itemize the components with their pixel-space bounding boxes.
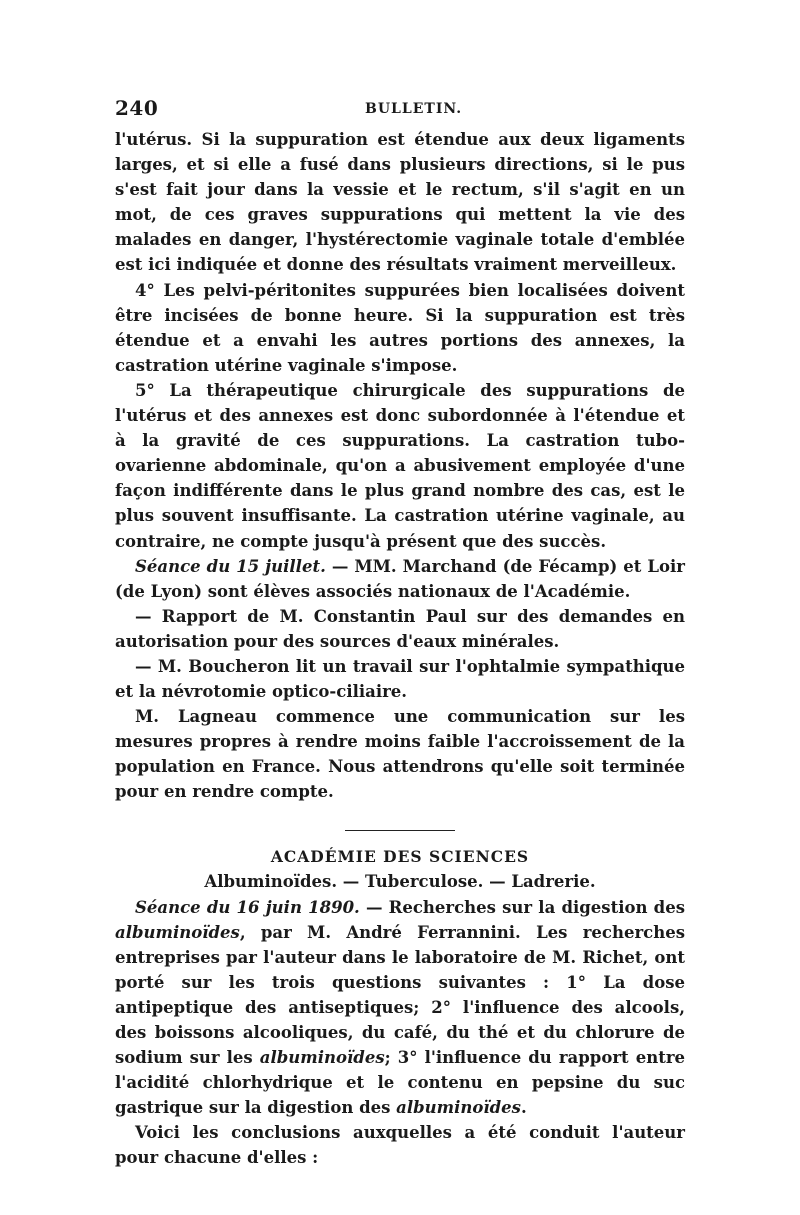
running-head: BULLETIN. bbox=[365, 101, 463, 117]
paragraph-point-5: 5° La thérapeutique chirurgicale des suppurations de l'utérus et des annexes est donc subordonnée à l'étendue et à la gravité de ces suppurations. La castration tubo-ovarienne abdominale, qu'on a abusivement employée d'une façon indifférente dans le plus grand nombre des cas, est le plus souvent insuffisante. La castration utérine vaginale, au contraire, ne compte jusqu'à présent que des succès. bbox=[115, 380, 685, 551]
section-subtitle: Albuminoïdes. — Tuberculose. — Ladrerie. bbox=[204, 871, 596, 891]
section-divider bbox=[345, 830, 455, 831]
paragraph-seance-juin bbox=[115, 895, 685, 1121]
seance-date-juin: Séance du 16 juin 1890. bbox=[135, 897, 360, 917]
seance-juin-text-c: ; 3° l'influence du rapport entre l'acidité chlorhydrique et le contenu en pepsine du suc gastrique sur la digestion des bbox=[115, 1048, 686, 1118]
page-header bbox=[115, 96, 685, 126]
albuminoides-italic: albuminoïdes bbox=[259, 1048, 385, 1068]
paragraph-point-4: 4° Les pelvi-péritonites suppurées bien localisées doivent être incisées de bonne heure. Si la suppuration est très étendue et a envahi les autres portions des annexes, la castration utérine vaginale s'impose. bbox=[115, 280, 685, 375]
albuminoides-italic: albuminoïdes bbox=[115, 922, 240, 942]
seance-juin-text-d: . bbox=[520, 1098, 527, 1118]
seance-date: Séance du 15 juillet. bbox=[135, 556, 326, 576]
seance-juin-text-b: , par M. André Ferrannini. Les recherches entreprises par l'auteur dans le laboratoire de M. Richet, ont porté sur les trois questions suivantes : 1° La dose antipeptique des antiseptiques; 2° l'influence des alcools, des boissons alcooliques, du café, du thé et du chlorure de sodium sur les bbox=[115, 922, 685, 1068]
page-body bbox=[115, 127, 685, 1171]
albuminoides-italic: albuminoïdes bbox=[396, 1098, 521, 1118]
paragraph-continuation: l'utérus. Si la suppuration est étendue aux deux ligaments larges, et si elle a fusé dans plusieurs directions, si le pus s'est fait jour dans la vessie et le rectum, s'il s'agit en un mot, de ces graves suppurations qui mettent la vie des malades en danger, l'hystérectomie vaginale totale d'emblée est ici indiquée et donne des résultats vraiment merveilleux. bbox=[115, 130, 685, 275]
paragraph-rapport: — Rapport de M. Constantin Paul sur des demandes en autorisation pour des sources d'eaux minérales. bbox=[115, 606, 685, 651]
section-title: ACADÉMIE DES SCIENCES bbox=[270, 846, 530, 866]
paragraph-boucheron: — M. Boucheron lit un travail sur l'ophtalmie sympathique et la névrotomie optico-ciliaire. bbox=[115, 656, 685, 702]
seance-text: — MM. Marchand (de Fécamp) et Loir (de Lyon) sont élèves associés nationaux de l'Académie. bbox=[115, 556, 686, 601]
seance-juin-text-a: — Recherches sur la digestion des bbox=[359, 897, 685, 917]
page-number: 240 bbox=[115, 96, 159, 120]
paragraph-seance-juillet bbox=[115, 554, 685, 604]
paragraph-lagneau: M. Lagneau commence une communication sur les mesures propres à rendre moins faible l'accroissement de la population en France. Nous attendrons qu'elle soit terminée pour en rendre compte. bbox=[115, 707, 685, 802]
paragraph-conclusions: Voici les conclusions auxquelles a été conduit l'auteur pour chacune d'elles : bbox=[115, 1123, 685, 1168]
